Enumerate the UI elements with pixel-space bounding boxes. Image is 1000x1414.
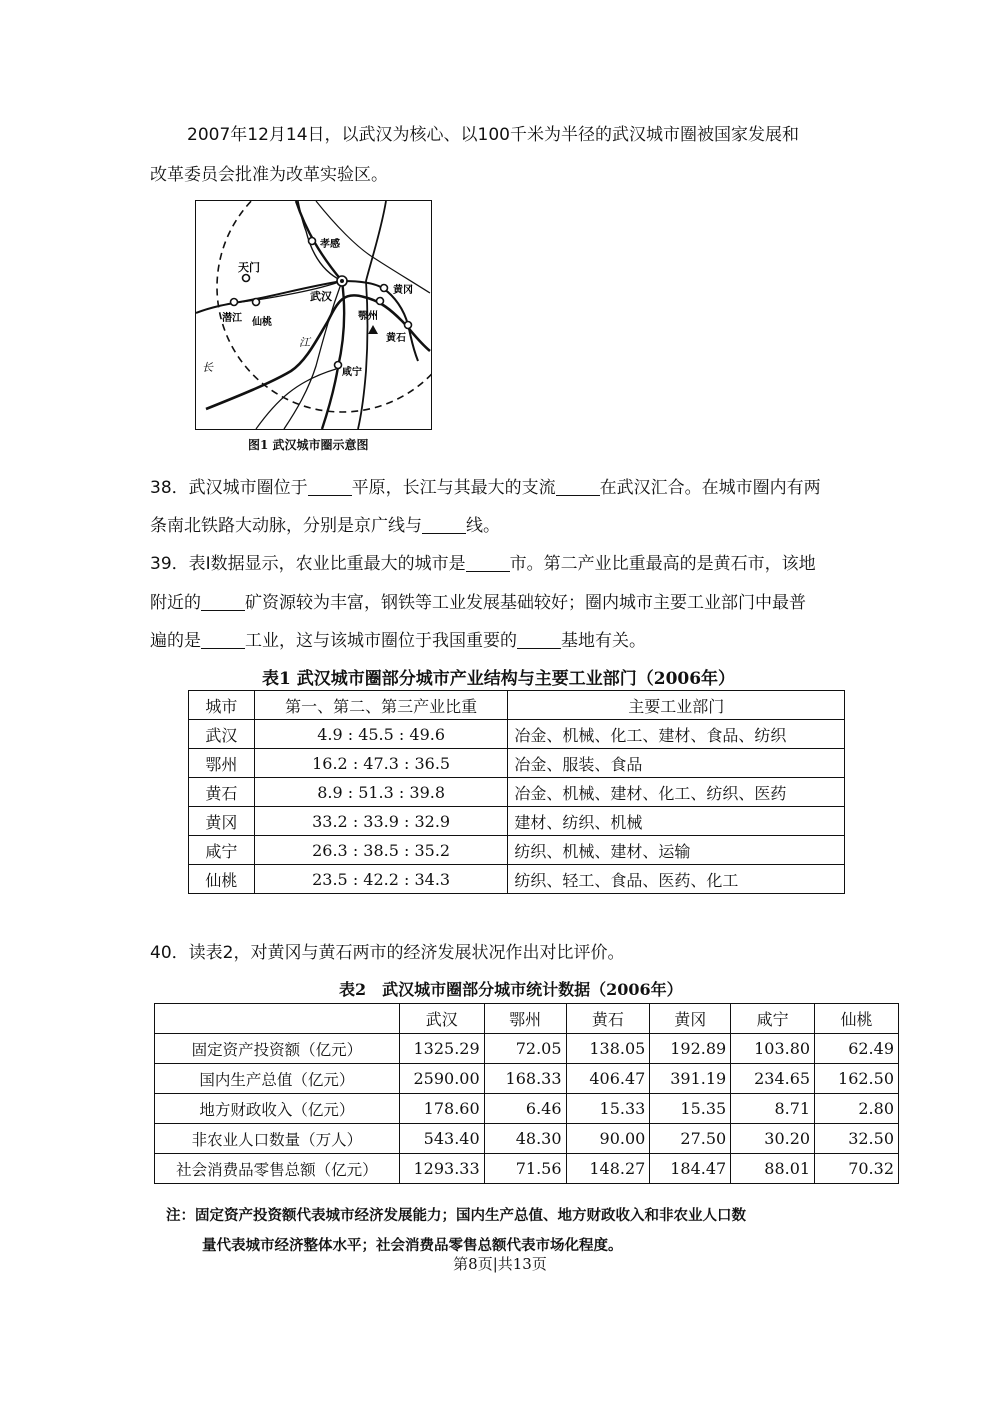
table-header-row: 武汉 鄂州 黄石 黄冈 咸宁 仙桃 [155, 1004, 899, 1034]
question-38-line-2: 条南北铁路大动脉，分别是京广线与 线。 [150, 516, 500, 536]
table-note-line-1: 注：固定资产投资额代表城市经济发展能力；国内生产总值、地方财政收入和非农业人口数 [166, 1207, 746, 1224]
question-40: 40．读表2，对黄冈与黄石两市的经济发展状况作出对比评价。 [150, 943, 625, 963]
question-39-line-1: 39．表Ⅰ数据显示，农业比重最大的城市是 市。第二产业比重最高的是黄石市，该地 [150, 554, 816, 574]
table-1-caption: 表1 武汉城市圈部分城市产业结构与主要工业部门（2006年） [262, 669, 736, 689]
table-row: 黄石 8.9 : 51.3 : 39.8 冶金、机械、建材、化工、纺织、医药 [189, 778, 845, 807]
page-number: 第8页|共13页 [453, 1255, 547, 1273]
wuhan-city-circle-map [195, 200, 432, 430]
table-row: 武汉 4.9 : 45.5 : 49.6 冶金、机械、化工、建材、食品、纺织 [189, 720, 845, 749]
label-xiaogan: 孝感 [320, 239, 340, 250]
mountain-triangle-icon [368, 325, 378, 334]
city-circle-boundary [217, 201, 431, 412]
answer-blank[interactable] [466, 555, 510, 572]
ezhou-marker [377, 298, 384, 305]
label-wuhan: 武汉 [310, 290, 332, 303]
huanggang-marker [381, 285, 388, 292]
xiantao-marker [253, 299, 260, 306]
table-row: 仙桃 23.5 : 42.2 : 34.3 纺织、轻工、食品、医药、化工 [189, 865, 845, 894]
table-row: 非农业人口数量（万人） 543.40 48.30 90.00 27.50 30.20 32.50 [155, 1124, 899, 1154]
answer-blank[interactable] [201, 594, 245, 611]
label-huanggang: 黄冈 [393, 285, 413, 296]
label-chang: 长 [202, 361, 213, 374]
map-graphic [196, 201, 431, 429]
table-2-caption: 表2 武汉城市圈部分城市统计数据（2006年） [339, 980, 683, 999]
label-xiantao: 仙桃 [252, 317, 272, 328]
table-row: 咸宁 26.3 : 38.5 : 35.2 纺织、机械、建材、运输 [189, 836, 845, 865]
header-ratio: 第一、第二、第三产业比重 [254, 691, 508, 720]
label-ezhou: 鄂州 [358, 311, 378, 322]
intro-line-2: 改革委员会批准为改革实验区。 [150, 165, 388, 185]
city-statistics-table [154, 1003, 899, 1184]
answer-blank[interactable] [422, 517, 466, 534]
answer-blank[interactable] [308, 479, 352, 496]
question-39-line-3: 遍的是 工业，这与该城市圈位于我国重要的 基地有关。 [150, 631, 646, 651]
question-38-line-1: 38．武汉城市圈位于 平原，长江与其最大的支流 在武汉汇合。在城市圈内有两 [150, 478, 821, 498]
table-row: 固定资产投资额（亿元） 1325.29 72.05 138.05 192.89 103.80 62.49 [155, 1034, 899, 1064]
label-jiang: 江 [299, 336, 310, 349]
answer-blank[interactable] [201, 632, 245, 649]
answer-blank[interactable] [517, 632, 561, 649]
huangshi-marker [405, 322, 412, 329]
label-qianjiang: 潜江 [222, 313, 242, 324]
table-row: 地方财政收入（亿元） 178.60 6.46 15.33 15.35 8.71 2.80 [155, 1094, 899, 1124]
table-row: 黄冈 33.2 : 33.9 : 32.9 建材、纺织、机械 [189, 807, 845, 836]
table-row: 社会消费品零售总额（亿元） 1293.33 71.56 148.27 184.47 88.01 70.32 [155, 1154, 899, 1184]
table-row: 鄂州 16.2 : 47.3 : 36.5 冶金、服装、食品 [189, 749, 845, 778]
question-39-line-2: 附近的 矿资源较为丰富，钢铁等工业发展基础较好；圈内城市主要工业部门中最普 [150, 593, 806, 613]
beijing-guangzhou-railway [296, 201, 344, 429]
label-tianmen: 天门 [238, 261, 260, 274]
answer-blank[interactable] [556, 479, 600, 496]
header-city: 城市 [189, 691, 255, 720]
header-industries: 主要工业部门 [508, 691, 845, 720]
table-note-line-2: 量代表城市经济整体水平；社会消费品零售总额代表市场化程度。 [202, 1237, 623, 1254]
map-caption: 图1 武汉城市圈示意图 [248, 438, 369, 452]
tianmen-marker [243, 275, 250, 282]
label-huangshi: 黄石 [386, 333, 406, 344]
south-road [284, 281, 342, 429]
label-xianning: 咸宁 [342, 367, 362, 378]
wuhan-marker-core [340, 279, 344, 283]
xiaogan-marker [309, 238, 316, 245]
table-header-row [189, 691, 845, 720]
xianning-marker [335, 362, 342, 369]
table-row: 国内生产总值（亿元） 2590.00 168.33 406.47 391.19 234.65 162.50 [155, 1064, 899, 1094]
intro-line-1: 2007年12月14日，以武汉为核心、以100千米为半径的武汉城市圈被国家发展和 [187, 125, 799, 145]
industry-structure-table [188, 690, 845, 894]
qianjiang-marker [231, 299, 238, 306]
